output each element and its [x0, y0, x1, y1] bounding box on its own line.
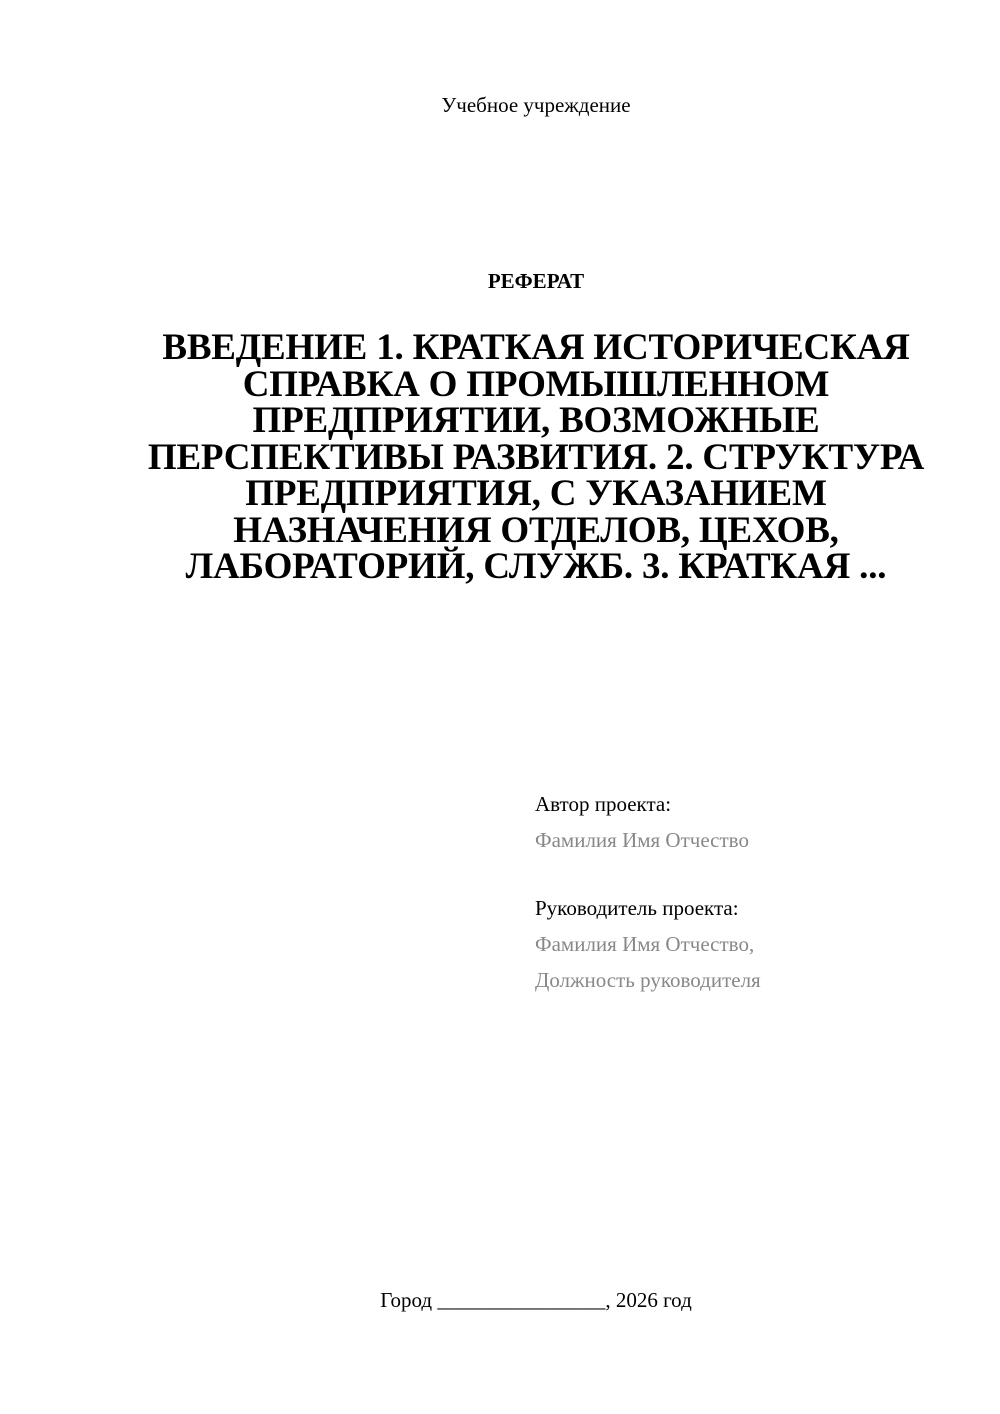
supervisor-label: Руководитель проекта:: [535, 896, 739, 920]
institution-name: Учебное учреждение: [441, 93, 631, 117]
document-title: ВВЕДЕНИЕ 1. КРАТКАЯ ИСТОРИЧЕСКАЯ СПРАВКА О ПРОМЫШЛЕННОМ ПРЕДПРИЯТИИ, ВОЗМОЖНЫЕ ПЕРСПЕКТИВЫ РАЗВИТИЯ. 2. СТРУКТУРА ПРЕДПРИЯТИЯ, С УКАЗАНИЕМ НАЗНАЧЕНИЯ ОТДЕЛОВ, ЦЕХОВ, ЛАБОРАТОРИЙ, СЛУЖБ. 3. КРАТКАЯ ...: [147, 327, 925, 587]
supervisor-block: [535, 890, 955, 998]
document-type: РЕФЕРАТ: [487, 269, 585, 293]
city-year-line: Город ________________, 2026 год: [380, 1288, 692, 1312]
author-block: [535, 786, 955, 858]
author-label: Автор проекта:: [535, 792, 672, 816]
supervisor-name: Фамилия Имя Отчество,: [535, 932, 755, 956]
supervisor-position: Должность руководителя: [535, 968, 761, 992]
author-name: Фамилия Имя Отчество: [535, 828, 749, 852]
